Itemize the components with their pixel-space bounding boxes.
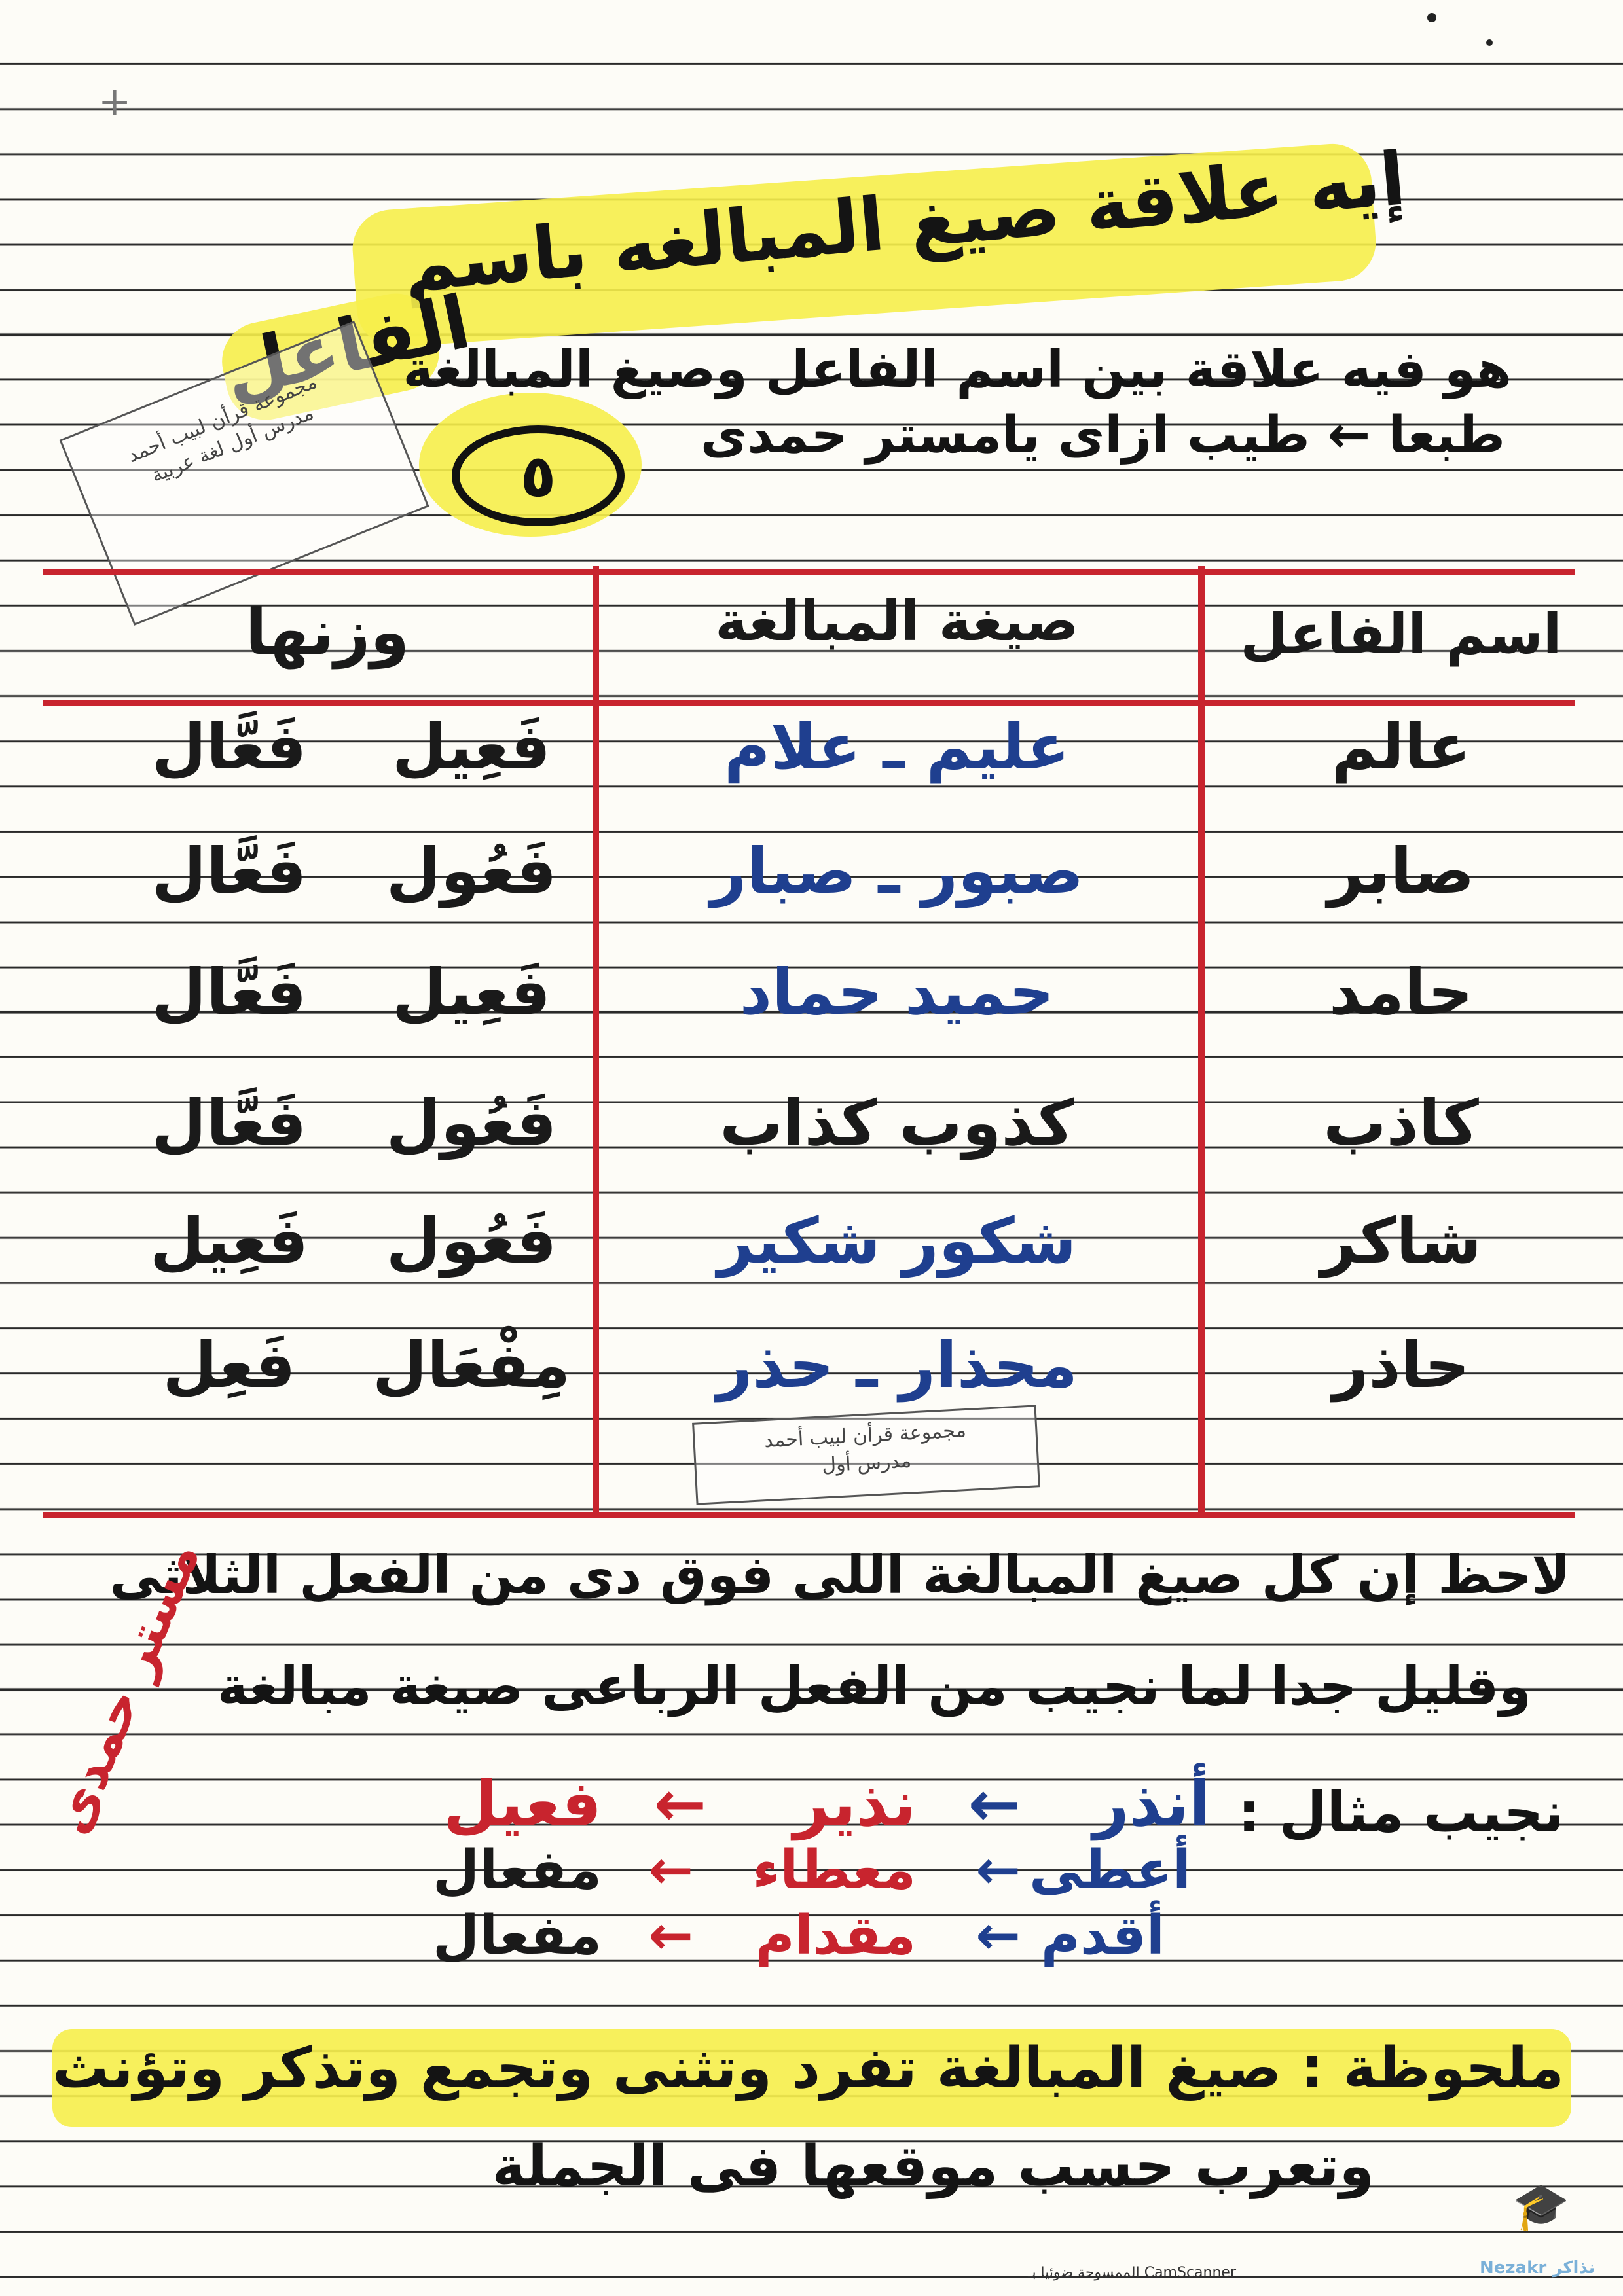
example-wazn: مفعال: [432, 1905, 602, 1967]
page-title-line2: الفاعل: [216, 279, 477, 415]
arrow: ←: [648, 1905, 693, 1967]
note-line1: لاحظ إن كل صيغ المبالغة اللى فوق دى من الفعل الثلاثى: [109, 1545, 1571, 1605]
table-cell-fa3el: حاذر: [1332, 1329, 1470, 1402]
table-cell-fa3el: شاكر: [1321, 1204, 1482, 1278]
intro-line2: طبعا ← طيب ازاى يامستر حمدى: [700, 406, 1505, 465]
example-verb: أعطى: [1029, 1839, 1191, 1901]
dot-mark: [1427, 13, 1436, 22]
camscanner-footer: الممسوحة ضوئيا بـ CamScanner: [1028, 2265, 1236, 2281]
arrow: ←: [976, 1839, 1021, 1901]
nezakr-logo: Nezakr نذاكر: [1480, 2258, 1596, 2278]
table-cell-wazn2: فَعَّال: [151, 834, 307, 908]
example-form: نذير: [793, 1767, 916, 1840]
header-fa3el: اسم الفاعل: [1240, 602, 1562, 666]
final-note-line1: ملحوظة : صيغ المبالغة تفرد وتثنى وتجمع وتذكر وتؤنث: [52, 2036, 1564, 2101]
page-number-badge: ٥: [452, 425, 625, 526]
example-verb: أنذر: [1093, 1767, 1211, 1840]
note-line2: وقليل جدا لما نجيب من الفعل الرباعى صيغة مبالغة: [217, 1656, 1531, 1717]
table-cell-mobalagha: كذوب كذاب: [720, 1086, 1074, 1160]
page-title-line1: إيه علاقة صيغ المبالغه باسم: [399, 136, 1409, 309]
table-cell-fa3el: كاذب: [1323, 1086, 1479, 1160]
table-cell-wazn1: فَعِيل: [392, 710, 551, 783]
example-wazn: مفعال: [432, 1839, 602, 1901]
header-mobalagha: صيغة المبالغة: [715, 589, 1079, 653]
table-header-rule: [43, 700, 1575, 706]
table-cell-wazn1: فَعِيل: [392, 956, 551, 1029]
teacher-stamp-small: مجموعة قرأن لبيب أحمد مدرس أول: [692, 1405, 1040, 1505]
teacher-stamp: مجموعة قرأن لبيب أحمد مدرس أول لغة عربية: [59, 321, 429, 626]
table-cell-wazn2: فَعَّال: [151, 956, 307, 1029]
table-cell-wazn2: فَعِل: [162, 1329, 296, 1402]
table-cell-mobalagha: عليم ـ علام: [724, 710, 1070, 783]
example-wazn: فعيل: [443, 1767, 602, 1840]
table-cell-wazn2: فَعَّال: [151, 1086, 307, 1160]
table-cell-mobalagha: محذار ـ حذر: [716, 1329, 1078, 1402]
arrow: ←: [648, 1839, 693, 1901]
table-cell-mobalagha: حميد حماد: [739, 956, 1055, 1029]
table-top-rule: [43, 569, 1575, 575]
dot-mark: [1486, 39, 1493, 46]
example-form: معطاء: [752, 1839, 916, 1901]
header-wazn: وزنها: [245, 596, 410, 669]
table-cell-mobalagha: شكور شكير: [717, 1204, 1077, 1278]
teacher-signature: مستر حمدى: [39, 1533, 212, 1842]
table-cell-fa3el: حامد: [1328, 956, 1474, 1029]
table-col-divider-2: [1198, 566, 1205, 1515]
table-cell-wazn2: فَعِيل: [150, 1204, 308, 1278]
example-form: مقدام: [755, 1905, 916, 1967]
table-cell-wazn1: فَعُول: [386, 1204, 557, 1278]
table-cell-fa3el: عالم: [1331, 710, 1471, 783]
corner-cross-mark: +: [98, 79, 132, 124]
arrow: ←: [976, 1905, 1021, 1967]
final-note-line2: وتعرب حسب موقعها فى الجملة: [492, 2134, 1374, 2199]
arrow: ←: [968, 1767, 1021, 1840]
table-cell-wazn2: فَعَّال: [151, 710, 307, 783]
table-cell-wazn1: فَعُول: [386, 834, 557, 908]
intro-line1: هو فيه علاقة بين اسم الفاعل وصيغ المبالغة: [403, 340, 1512, 399]
table-cell-mobalagha: صبور ـ صبار: [710, 834, 1084, 908]
table-bottom-rule: [43, 1512, 1575, 1518]
table-cell-fa3el: صابر: [1327, 834, 1475, 908]
example-label: نجيب مثال :: [1237, 1780, 1564, 1844]
arrow: ←: [653, 1767, 706, 1840]
graduation-cap-icon: 🎓: [1512, 2179, 1570, 2233]
table-col-divider-1: [593, 566, 599, 1515]
table-cell-wazn1: فَعُول: [386, 1086, 557, 1160]
table-cell-wazn1: مِفْعَال: [372, 1329, 571, 1402]
example-verb: أقدم: [1040, 1905, 1165, 1967]
